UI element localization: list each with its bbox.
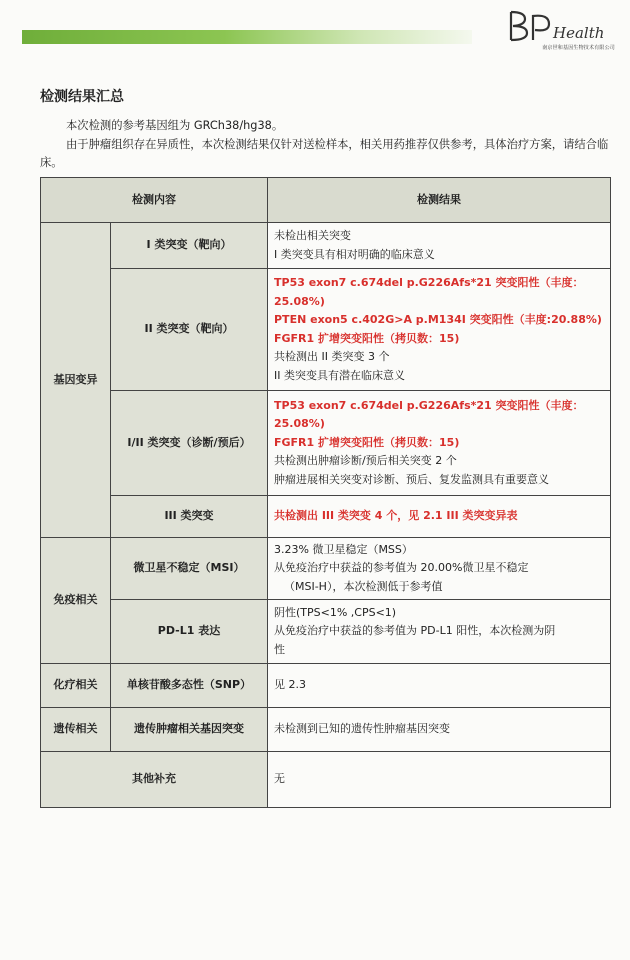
group-hereditary: 遗传相关 xyxy=(41,708,111,752)
header-green-bar xyxy=(22,30,472,44)
table-row xyxy=(41,269,611,391)
bp-health-logo-icon xyxy=(505,8,615,44)
row-label-class2: II 类突变（靶向） xyxy=(111,269,268,391)
result-class1: 未检出相关突变 I 类突变具有相对明确的临床意义 xyxy=(268,223,611,269)
section-title: 检测结果汇总 xyxy=(40,89,124,105)
group-gene-variation: 基因变异 xyxy=(41,223,111,538)
table-row xyxy=(41,664,611,708)
table-row xyxy=(41,708,611,752)
row-label-germline: 遗传肿瘤相关基因突变 xyxy=(111,708,268,752)
result-class12: TP53 exon7 c.674del p.G226Afs*21 突变阳性（丰度： 25.08%) FGFR1 扩增突变阳性（拷贝数：15) 共检测出肿瘤诊断/预后相关突变 2 个 肿瘤进展相关突变对诊断、预后、复发监测具有重要意义 xyxy=(268,391,611,496)
logo-subtitle: 南京世和基因生物技术有限公司 xyxy=(542,45,615,51)
result-germline: 未检测到已知的遗传性肿瘤基因突变 xyxy=(268,708,611,752)
result-class2: TP53 exon7 c.674del p.G226Afs*21 突变阳性（丰度： 25.08%) PTEN exon5 c.402G>A p.M134I 突变阳性（丰度:20.88%) FGFR1 扩增突变阳性（拷贝数：15) 共检测出 II 类突变 3 个 II 类突变具有潜在临床意义 xyxy=(268,269,611,391)
disclaimer-text: 由于肿瘤组织存在异质性，本次检测结果仅针对送检样本，相关用药推荐仅供参考，具体治疗方案，请结合临床。 xyxy=(40,138,609,169)
result-snp: 见 2.3 xyxy=(268,664,611,708)
results-summary-table xyxy=(40,177,611,808)
header-result: 检测结果 xyxy=(268,178,611,223)
svg-text:Health: Health xyxy=(553,24,605,42)
group-immune: 免疫相关 xyxy=(41,538,111,664)
result-class3: 共检测出 III 类突变 4 个，见 2.1 III 类突变异表 xyxy=(268,496,611,538)
row-label-class12: I/II 类突变（诊断/预后） xyxy=(111,391,268,496)
result-msi: 3.23% 微卫星稳定（MSS） 从免疫治疗中获益的参考值为 20.00%微卫星不稳定 （MSI-H），本次检测低于参考值 xyxy=(268,538,611,600)
group-other: 其他补充 xyxy=(41,752,268,808)
row-label-class3: III 类突变 xyxy=(111,496,268,538)
result-other: 无 xyxy=(268,752,611,808)
result-pdl1: 阴性(TPS<1% ,CPS<1) 从免疫治疗中获益的参考值为 PD-L1 阳性，本次检测为阴 性 xyxy=(268,600,611,664)
company-logo xyxy=(505,8,615,52)
reference-genome-text: 本次检测的参考基因组为 GRCh38/hg38。 xyxy=(66,119,284,132)
table-row xyxy=(41,538,611,600)
header-content: 检测内容 xyxy=(41,178,268,223)
table-row xyxy=(41,391,611,496)
table-row xyxy=(41,496,611,538)
table-row xyxy=(41,752,611,808)
row-label-msi: 微卫星不稳定（MSI） xyxy=(111,538,268,600)
table-row xyxy=(41,223,611,269)
row-label-class1: I 类突变（靶向） xyxy=(111,223,268,269)
table-row xyxy=(41,600,611,664)
row-label-snp: 单核苷酸多态性（SNP） xyxy=(111,664,268,708)
group-chemo: 化疗相关 xyxy=(41,664,111,708)
table-header-row xyxy=(41,178,611,223)
row-label-pdl1: PD-L1 表达 xyxy=(111,600,268,664)
